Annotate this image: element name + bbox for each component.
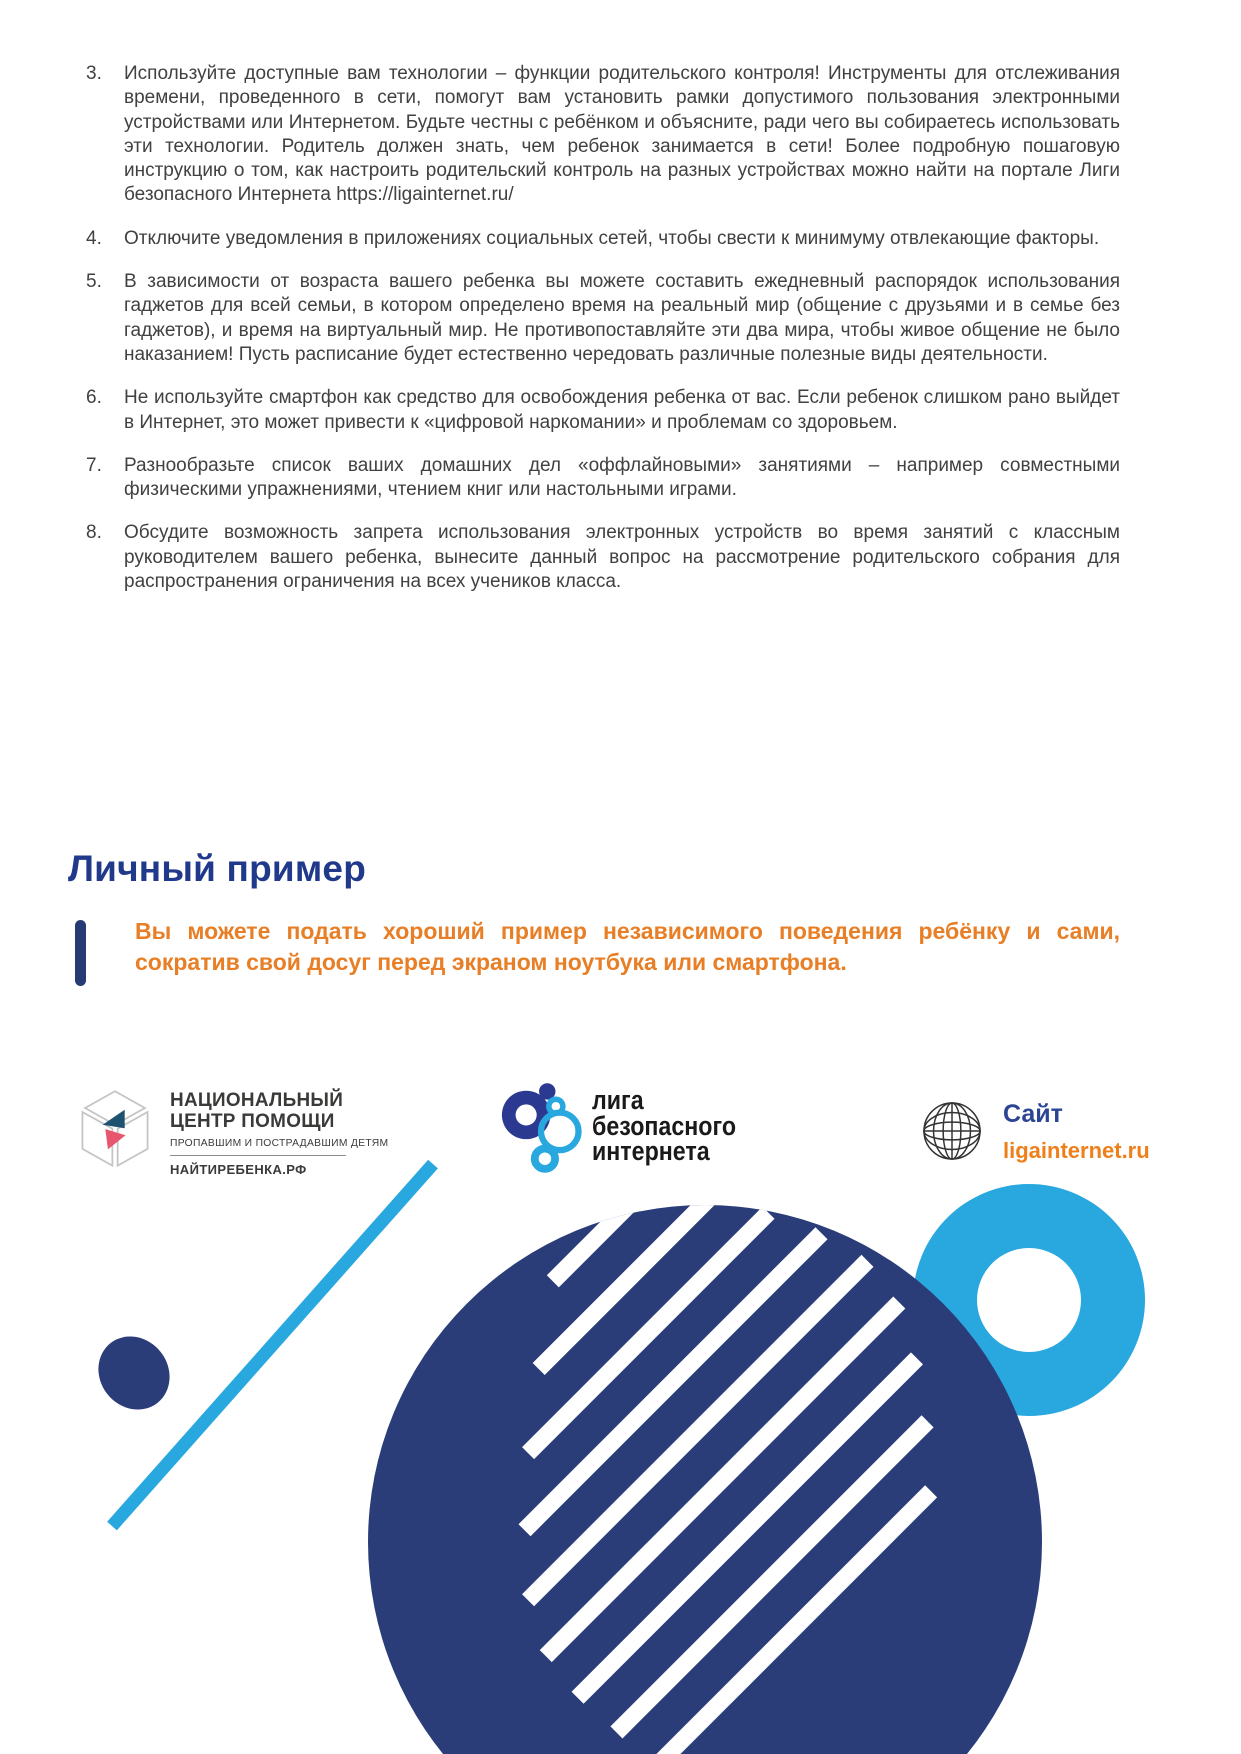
numbered-list [86,62,1120,613]
list-item-number: 7. [86,454,102,476]
list-item-number: 6. [86,387,102,409]
list-item-number: 3. [86,63,102,84]
liga-line2: безопасного [592,1110,737,1141]
liga-line3: интернета [592,1136,710,1166]
small-navy-dot [84,1322,184,1424]
list-item-text: В зависимости от возраста вашего ребенка вы можете составить ежедневный распорядок использования гаджетов для всей семьи, в котором определено время на реальный мир (общение с друзьями и в семье без гаджетов), и время на виртуальный мир. Не противопоставляйте эти два мира, чтобы живое общение не было наказанием! Пусть расписание будет естественно чередовать различные полезные виды деятельности. [124,271,1120,365]
list-item [86,62,1120,208]
list-item-text: Разнообразьте список ваших домашних дел «оффлайновыми» занятиями – например совместными физическими упражнениями, чтением книг или настольными играми. [124,454,1120,501]
list-item [86,270,1120,367]
footer-decoration [0,1100,1241,1754]
list-item-text: Обсудите возможность запрета использования электронных устройств во время занятий с классным руководителем вашего ребенка, вынесите данный вопрос на рассмотрение родительского собрания для распространения ограничения на всех учеников класса. [124,522,1120,593]
list-item-body: Используйте доступные вам технологии – функции родительского контроля! Инструменты для отслеживания времени, проведенного в сети, помогут вам установить рамки допустимого пользования электронными устройствами или Интернетом. Будьте честны с ребёнком и объясните, ради чего вы собираетесь использовать эти технологии. Родитель должен знать, чем ребенок занимается в сети! Более подробную пошаговую инструкцию о том, как настроить родительский контроль на разных устройствах можно найти на портале Лиги безопасного Интернета [124,63,1120,206]
liga-line1: лига [592,1085,644,1115]
website-label: Сайт [1003,1100,1063,1128]
national-center-subtitle: ПРОПАВШИМ И ПОСТРАДАВШИМ ДЕТЯМ [170,1138,389,1149]
national-center-title-line2: ЦЕНТР ПОМОЩИ [170,1110,335,1132]
list-item-number: 8. [86,522,102,544]
list-item-number: 4. [86,227,102,249]
donut-hole [977,1248,1081,1352]
inline-link[interactable]: https://ligainternet.ru/ [336,184,514,206]
list-item-text: Отключите уведомления в приложениях социальных сетей, чтобы свести к минимуму отвлекающие факторы. [124,227,1100,249]
list-item-text [124,62,1120,208]
list-item-number: 5. [86,271,102,293]
callout-text: Вы можете подать хороший пример независимого поведения ребёнку и сами, сократив свой досуг перед экраном ноутбука или смартфона. [135,918,1120,975]
website-url[interactable]: ligainternet.ru [1003,1138,1150,1163]
list-item-text: Не используйте смартфон как средство для освобождения ребенка от вас. Если ребенок слишком рано выйдет в Интернет, это может привести к «цифровой наркомании» и проблемам со здоровьем. [124,387,1120,433]
list-item [86,386,1120,435]
national-center-url[interactable]: НАЙТИРЕБЕНКА.РФ [170,1162,307,1177]
list-item [86,454,1120,503]
list-item [86,521,1120,594]
national-center-title-line1: НАЦИОНАЛЬНЫЙ [170,1089,344,1111]
list-item [86,227,1120,251]
section-title: Личный пример [68,848,367,889]
callout-accent-bar [75,920,86,986]
